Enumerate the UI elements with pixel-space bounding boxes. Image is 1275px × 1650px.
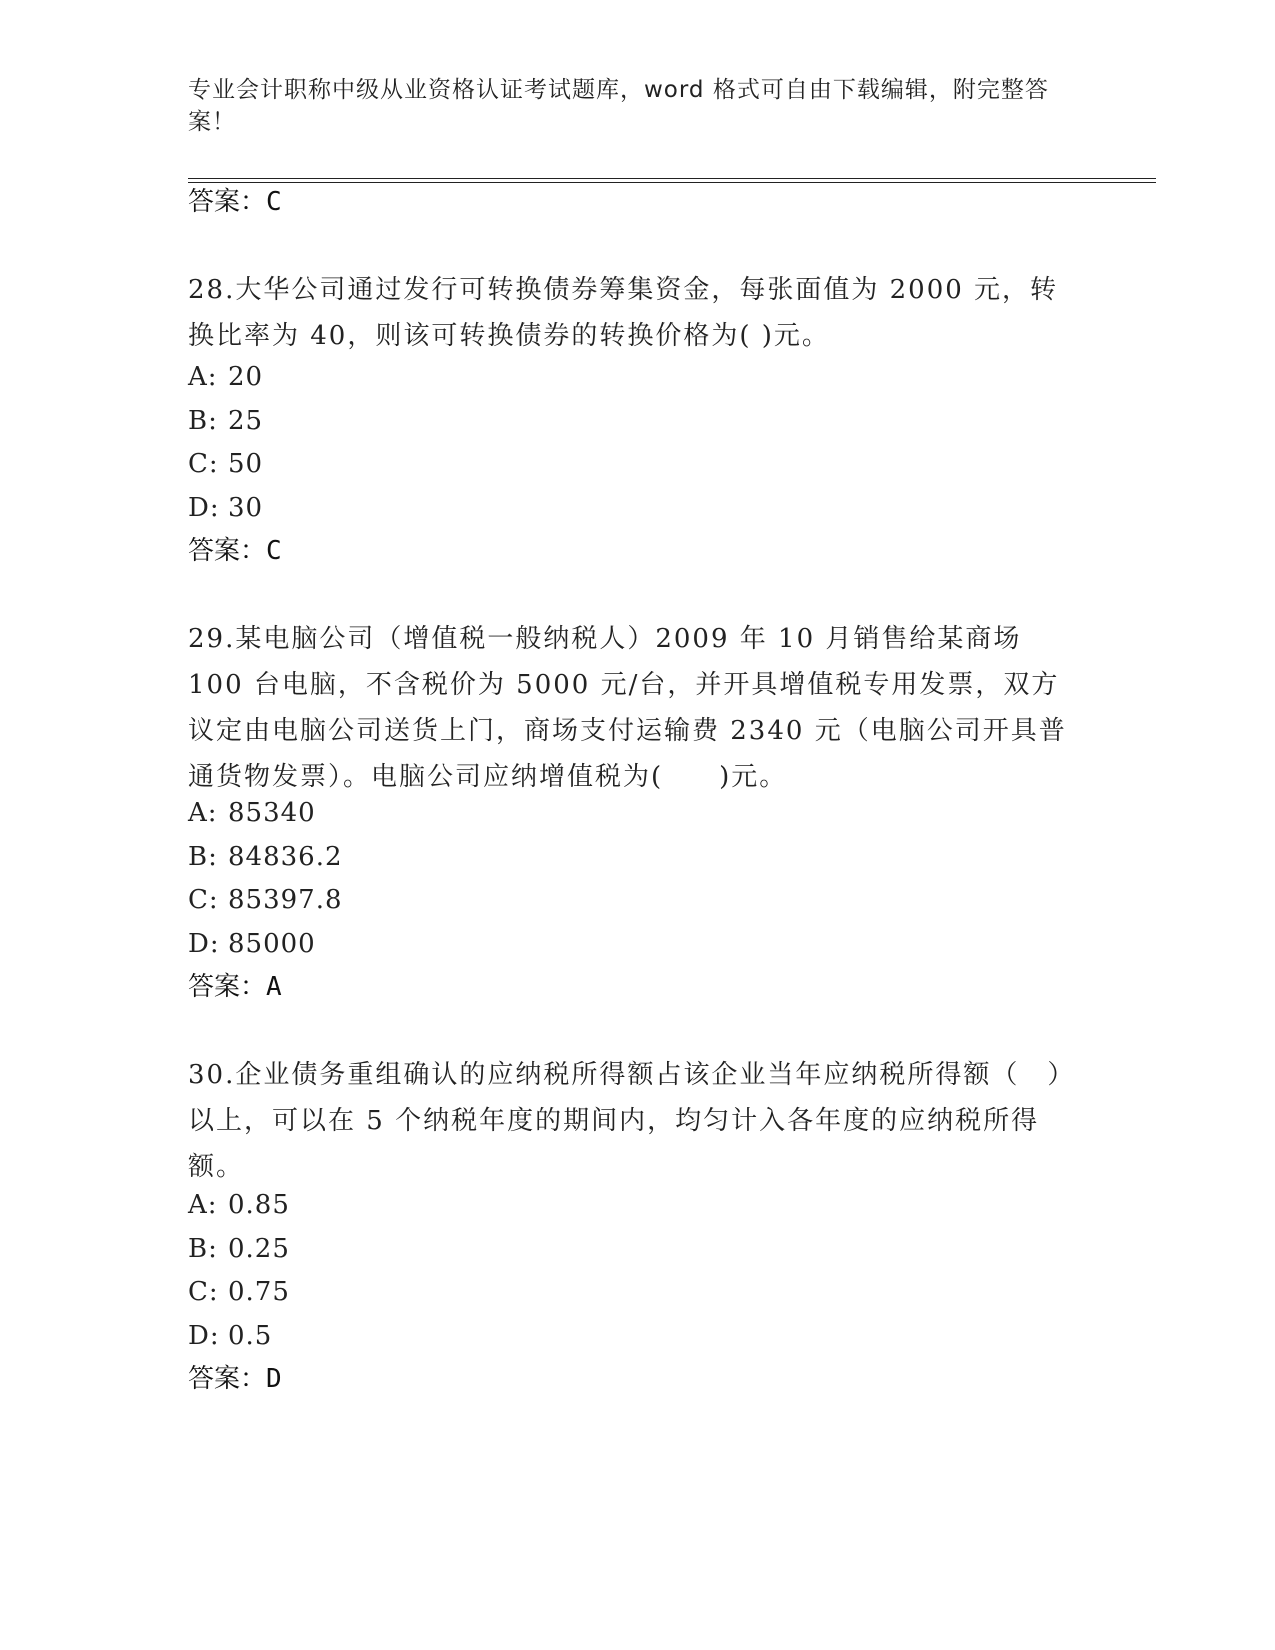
option-label: B: [188,1234,218,1264]
previous-answer [188,186,282,218]
answer-value: D [266,1364,282,1394]
answer-value: C [266,536,282,566]
option-label: D: [188,493,220,523]
option-text: 0.85 [228,1190,290,1220]
answer-value: A [266,972,282,1002]
question-29-answer [188,971,282,1003]
answer-label: 答案： [188,972,267,1002]
option-text: 85340 [228,798,316,828]
answer-label: 答案： [188,1364,267,1394]
question-28-option-a [188,361,263,393]
option-label: C: [188,885,219,915]
option-label: C: [188,449,219,479]
question-28-option-b [188,405,263,437]
option-text: 84836.2 [228,842,343,872]
question-28-answer [188,535,282,567]
question-28-option-d [188,492,263,524]
option-label: C: [188,1277,219,1307]
option-label: A: [188,798,218,828]
option-text: 20 [228,362,264,392]
question-29-option-a [188,797,316,829]
page-header: 专业会计职称中级从业资格认证考试题库，word 格式可自由下载编辑，附完整答案！ [188,77,1049,135]
question-29-option-b [188,841,343,873]
question-30-option-b [188,1233,290,1265]
question-30-answer [188,1363,282,1395]
option-text: 0.5 [228,1321,273,1351]
question-stem-29: 29.某电脑公司（增值税一般纳税人）2009 年 10 月销售给某商场 100 台电脑，不含税价为 5000 元/台，并开具增值税专用发票，双方议定由电脑公司送货上门，商场支付运输费 2340 元（电脑公司开具普通货物发票）。电脑公司应纳增值税为( )元。 [188,624,1067,792]
option-text: 0.75 [228,1277,290,1307]
header-divider-line-2 [188,182,1156,183]
question-28-option-c [188,448,263,480]
answer-label: 答案： [188,536,267,566]
question-30-option-a [188,1189,290,1221]
option-label: D: [188,929,220,959]
option-text: 85000 [228,929,316,959]
option-label: B: [188,842,218,872]
question-29-option-c [188,884,343,916]
option-text: 30 [228,493,264,523]
question-30-option-d [188,1320,272,1352]
question-stem-30: 30.企业债务重组确认的应纳税所得额占该企业当年应纳税所得额（ ）以上，可以在 5 个纳税年度的期间内，均匀计入各年度的应纳税所得额。 [188,1060,1063,1182]
answer-value: C [266,187,282,217]
question-30-option-c [188,1276,290,1308]
option-text: 85397.8 [228,885,343,915]
option-label: A: [188,362,218,392]
question-29-option-d [188,928,316,960]
option-label: B: [188,406,218,436]
option-label: A: [188,1190,218,1220]
option-text: 25 [228,406,264,436]
option-text: 50 [228,449,264,479]
answer-label: 答案： [188,187,267,217]
option-text: 0.25 [228,1234,290,1264]
option-label: D: [188,1321,220,1351]
question-stem-28: 28.大华公司通过发行可转换债券筹集资金，每张面值为 2000 元，转换比率为 40，则该可转换债券的转换价格为( )元。 [188,275,1059,351]
header-divider-line [188,178,1156,179]
